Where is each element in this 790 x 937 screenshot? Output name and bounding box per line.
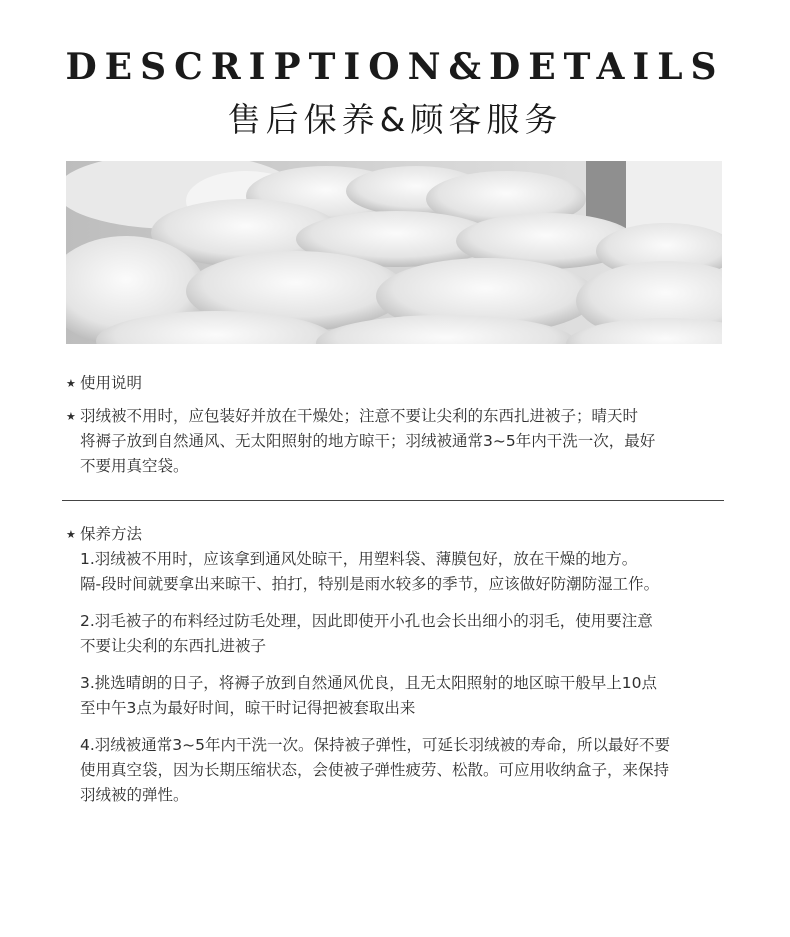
care-section (66, 522, 726, 820)
care-paragraph (66, 609, 726, 659)
usage-line: 羽绒被不用时，应包装好并放在干燥处；注意不要让尖利的东西扎进被子；晴天时 (80, 407, 639, 425)
care-paragraph (66, 733, 726, 808)
page-title-cn: 售后保养&顾客服务 (227, 100, 563, 139)
care-line: 不要让尖利的东西扎进被子 (80, 637, 267, 655)
care-line: 3.挑选晴朗的日子，将褥子放到自然通风优良，且无太阳照射的地区晾干般早上10点 (80, 674, 658, 692)
care-line: 至中午3点为最好时间，晾干时记得把被套取出来 (80, 699, 416, 717)
star-icon: ★ (66, 377, 76, 390)
usage-section (66, 371, 726, 479)
star-icon: ★ (66, 528, 76, 541)
usage-heading-text: 使用说明 (80, 374, 143, 392)
page-title-en: DESCRIPTION&DETAILS (65, 46, 725, 88)
care-line: 羽绒被的弹性。 (80, 786, 189, 804)
care-heading (66, 522, 726, 547)
care-paragraph (66, 547, 726, 597)
care-line: 使用真空袋，因为长期压缩状态，会使被子弹性疲劳、松散。可应用收纳盒子，来保持 (80, 761, 670, 779)
care-line: 隔-段时间就要拿出来晾干、拍打，特别是雨水较多的季节，应该做好防潮防湿工作。 (80, 575, 660, 593)
usage-line: 将褥子放到自然通风、无太阳照射的地方晾干；羽绒被通常3~5年内干洗一次，最好 (80, 432, 656, 450)
care-heading-text: 保养方法 (80, 525, 143, 543)
duvet-photo (66, 161, 722, 344)
care-line: 2.羽毛被子的布料经过防毛处理，因此即使开小孔也会长出细小的羽毛，使用要注意 (80, 612, 653, 630)
usage-line: 不要用真空袋。 (80, 457, 189, 475)
usage-heading (66, 371, 726, 396)
care-line: 4.羽绒被通常3~5年内干洗一次。保持被子弹性，可延长羽绒被的寿命，所以最好不要 (80, 736, 671, 754)
care-paragraph (66, 671, 726, 721)
usage-body (66, 404, 726, 479)
care-line: 1.羽绒被不用时，应该拿到通风处晾干，用塑料袋、薄膜包好，放在干燥的地方。 (80, 550, 638, 568)
section-divider (62, 500, 724, 501)
star-icon: ★ (66, 410, 76, 423)
